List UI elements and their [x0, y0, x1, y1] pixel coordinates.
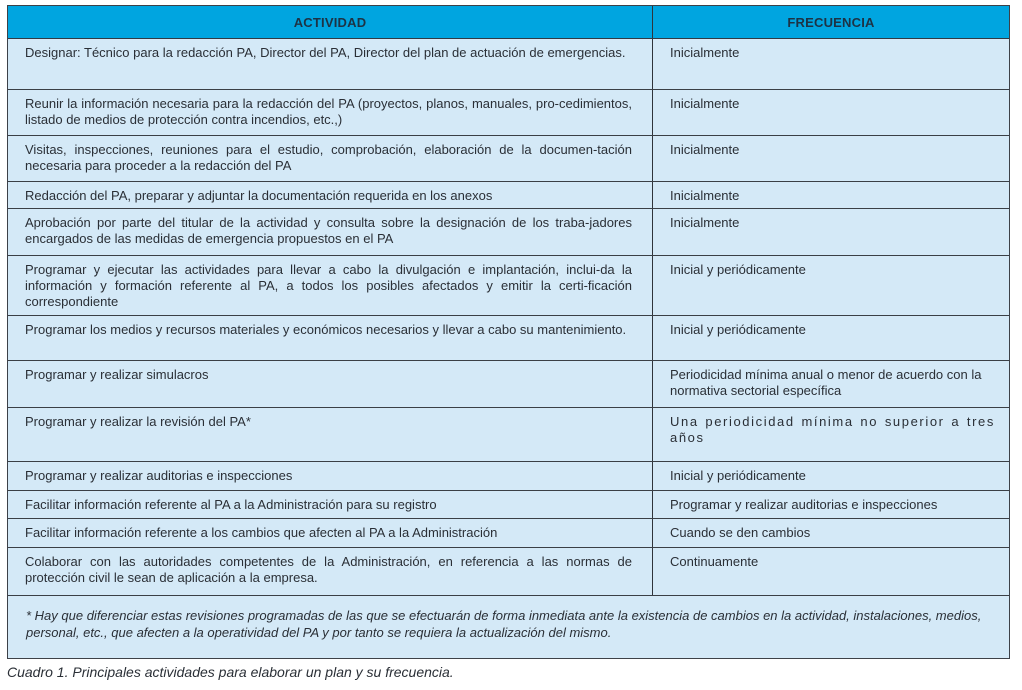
activity-cell: Colaborar con las autoridades competentes de la Administración, en referencia a las normas de protección civil le sean de aplicación a la empresa.	[8, 548, 653, 595]
activity-cell: Visitas, inspecciones, reuniones para el estudio, comprobación, elaboración de la documen-tación necesaria para proceder a la redacción del PA	[8, 136, 653, 181]
frequency-cell: Inicialmente	[670, 215, 740, 230]
activity-cell: Aprobación por parte del titular de la actividad y consulta sobre la designación de los traba-jadores encargados de las medidas de emergencia propuestos en el PA	[8, 209, 653, 255]
frequency-cell: Inicialmente	[670, 188, 740, 203]
activity-cell: Facilitar información referente a los cambios que afecten al PA a la Administración	[8, 519, 653, 547]
table-caption: Cuadro 1. Principales actividades para elaborar un plan y su frecuencia.	[7, 664, 454, 680]
table-row	[8, 209, 1009, 256]
frequency-cell: Inicialmente	[670, 45, 740, 60]
table-row	[8, 256, 1009, 316]
frequency-cell: Inicial y periódicamente	[670, 322, 806, 337]
activity-cell: Programar y realizar simulacros	[8, 361, 653, 407]
frequency-cell: Cuando se den cambios	[670, 525, 811, 540]
header-activity: ACTIVIDAD	[8, 6, 653, 38]
table-header	[8, 6, 1009, 39]
table-row	[8, 361, 1009, 408]
table-row	[8, 548, 1009, 596]
frequency-cell: Una periodicidad mínima no superior a tres años	[670, 414, 995, 445]
activity-cell: Facilitar información referente al PA a la Administración para su registro	[8, 491, 653, 518]
header-frequency: FRECUENCIA	[787, 14, 875, 30]
frequency-cell: Inicial y periódicamente	[670, 468, 806, 483]
activity-cell: Programar y realizar la revisión del PA*	[8, 408, 653, 461]
table-row	[8, 316, 1009, 361]
frequency-cell: Inicialmente	[670, 142, 740, 157]
table-row	[8, 491, 1009, 519]
frequency-cell: Continuamente	[670, 554, 759, 569]
table-row	[8, 136, 1009, 182]
activities-table	[7, 5, 1010, 659]
table-body	[8, 39, 1009, 596]
frequency-cell: Inicialmente	[670, 96, 740, 111]
table-row	[8, 182, 1009, 209]
table-row	[8, 39, 1009, 90]
table-row	[8, 408, 1009, 462]
activity-cell: Redacción del PA, preparar y adjuntar la documentación requerida en los anexos	[8, 182, 653, 208]
activity-cell: Programar y ejecutar las actividades para llevar a cabo la divulgación e implantación, inclui-da la información y formación referente al PA, a todos los posibles afectados y emitir la certi-ficación correspondiente	[8, 256, 653, 315]
table-row	[8, 519, 1009, 548]
activity-cell: Programar y realizar auditorias e inspecciones	[8, 462, 653, 490]
table-row	[8, 462, 1009, 491]
frequency-cell: Inicial y periódicamente	[670, 262, 806, 277]
table-row	[8, 90, 1009, 136]
frequency-cell: Periodicidad mínima anual o menor de acuerdo con la normativa sectorial específica	[670, 367, 982, 398]
activity-cell: Programar los medios y recursos materiales y económicos necesarios y llevar a cabo su mantenimiento.	[8, 316, 653, 360]
footnote: * Hay que diferenciar estas revisiones programadas de las que se efectuarán de forma inmediata ante la existencia de cambios en la actividad, instalaciones, medios, personal, etc., que afecten a la operatividad del PA y por tanto se requiera la actualización del mismo.	[26, 608, 982, 640]
activity-cell: Reunir la información necesaria para la redacción del PA (proyectos, planos, manuales, pro-cedimientos, listado de medios de protección contra incendios, etc.,)	[8, 90, 653, 135]
frequency-cell: Programar y realizar auditorias e inspecciones	[670, 497, 938, 512]
activity-cell: Designar: Técnico para la redacción PA, Director del PA, Director del plan de actuación de emergencias.	[8, 39, 653, 89]
